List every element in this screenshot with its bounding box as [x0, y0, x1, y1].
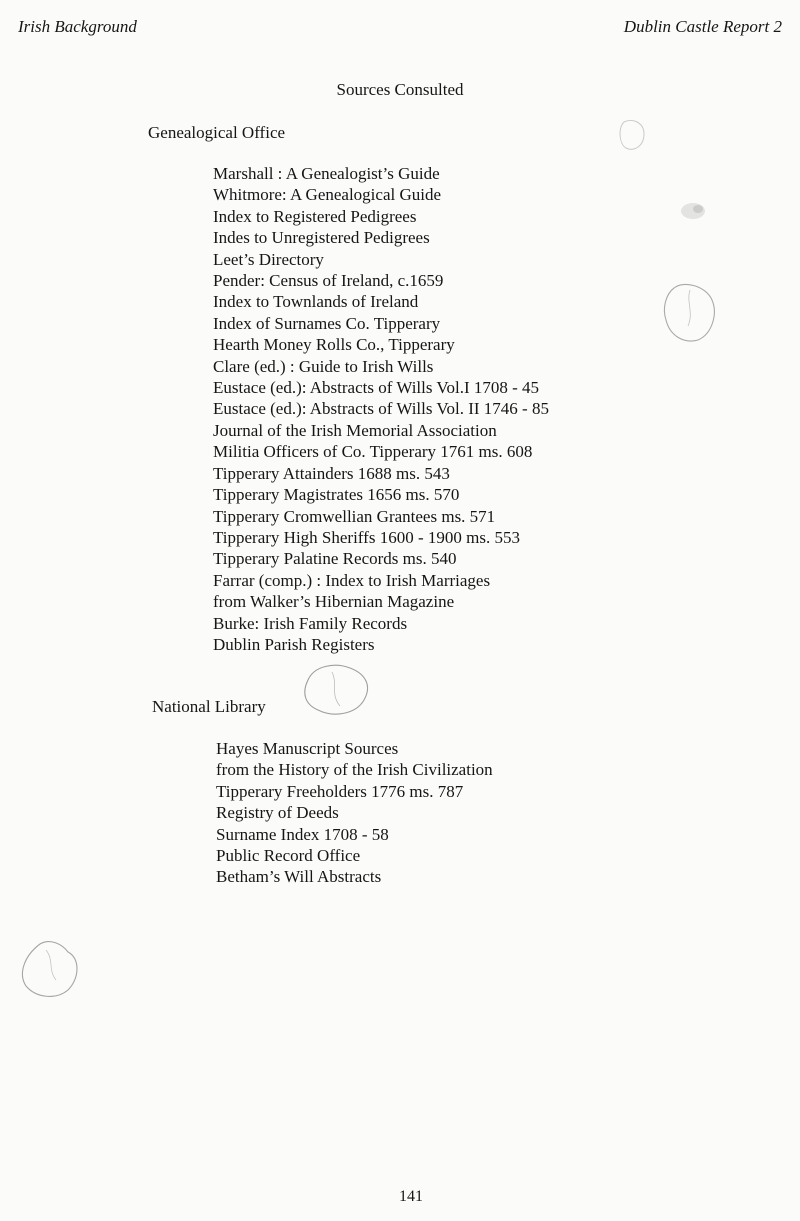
- source-entry: Index to Registered Pedigrees: [213, 206, 417, 226]
- source-entry: Index to Townlands of Ireland: [213, 292, 419, 312]
- source-entry: Militia Officers of Co. Tipperary 1761 ms. 608: [213, 442, 533, 462]
- source-entry: Dublin Parish Registers: [213, 634, 375, 654]
- source-entry: Hearth Money Rolls Co., Tipperary: [213, 335, 455, 355]
- source-entry: Tipperary Cromwellian Grantees ms. 571: [213, 506, 496, 526]
- source-entry: Whitmore: A Genealogical Guide: [213, 185, 442, 205]
- source-entry: Clare (ed.) : Guide to Irish Wills: [213, 356, 434, 376]
- source-entry: Farrar (comp.) : Index to Irish Marriages: [213, 570, 491, 590]
- source-entry: Pender: Census of Ireland, c.1659: [213, 271, 444, 291]
- source-entry: Tipperary Palatine Records ms. 540: [213, 549, 457, 569]
- section-heading-genealogical-office: Genealogical Office: [148, 123, 286, 142]
- source-entry: from Walker’s Hibernian Magazine: [213, 592, 455, 612]
- source-entry: Leet’s Directory: [213, 249, 324, 269]
- source-entry: Burke: Irish Family Records: [213, 613, 408, 633]
- running-header-left: Irish Background: [18, 17, 137, 36]
- page-title: Sources Consulted: [336, 80, 464, 99]
- source-entry: Marshall : A Genealogist’s Guide: [213, 164, 440, 183]
- source-entry: from the History of the Irish Civilization: [216, 760, 493, 780]
- paper-stain: [298, 660, 378, 720]
- source-entry: Tipperary Attainders 1688 ms. 543: [213, 463, 450, 483]
- paper-stain: [616, 118, 648, 154]
- national-library-source-list: [216, 738, 493, 888]
- paper-smudge: [670, 194, 716, 228]
- source-entry: Registry of Deeds: [216, 803, 339, 823]
- source-entry: Journal of the Irish Memorial Association: [213, 420, 497, 440]
- running-header-right: Dublin Castle Report 2: [623, 17, 782, 36]
- source-entry: Surname Index 1708 - 58: [216, 824, 389, 844]
- paper-stain: [660, 282, 718, 344]
- source-entry: Betham’s Will Abstracts: [216, 867, 382, 887]
- source-entry: Index of Surnames Co. Tipperary: [213, 313, 441, 333]
- page-number: 141: [399, 1188, 423, 1205]
- genealogical-office-source-list: [213, 163, 549, 655]
- source-entry: Tipperary Magistrates 1656 ms. 570: [213, 485, 460, 505]
- section-heading-national-library: National Library: [152, 697, 266, 716]
- paper-stain: [18, 936, 84, 1002]
- source-entry: Eustace (ed.): Abstracts of Wills Vol.I 1708 - 45: [213, 378, 540, 398]
- source-entry: Eustace (ed.): Abstracts of Wills Vol. II 1746 - 85: [213, 399, 549, 419]
- source-entry: Indes to Unregistered Pedigrees: [213, 228, 430, 248]
- source-entry: Public Record Office: [216, 846, 361, 866]
- source-entry: Tipperary Freeholders 1776 ms. 787: [216, 781, 464, 801]
- source-entry: Hayes Manuscript Sources: [216, 739, 399, 758]
- source-entry: Tipperary High Sheriffs 1600 - 1900 ms. 553: [213, 527, 520, 547]
